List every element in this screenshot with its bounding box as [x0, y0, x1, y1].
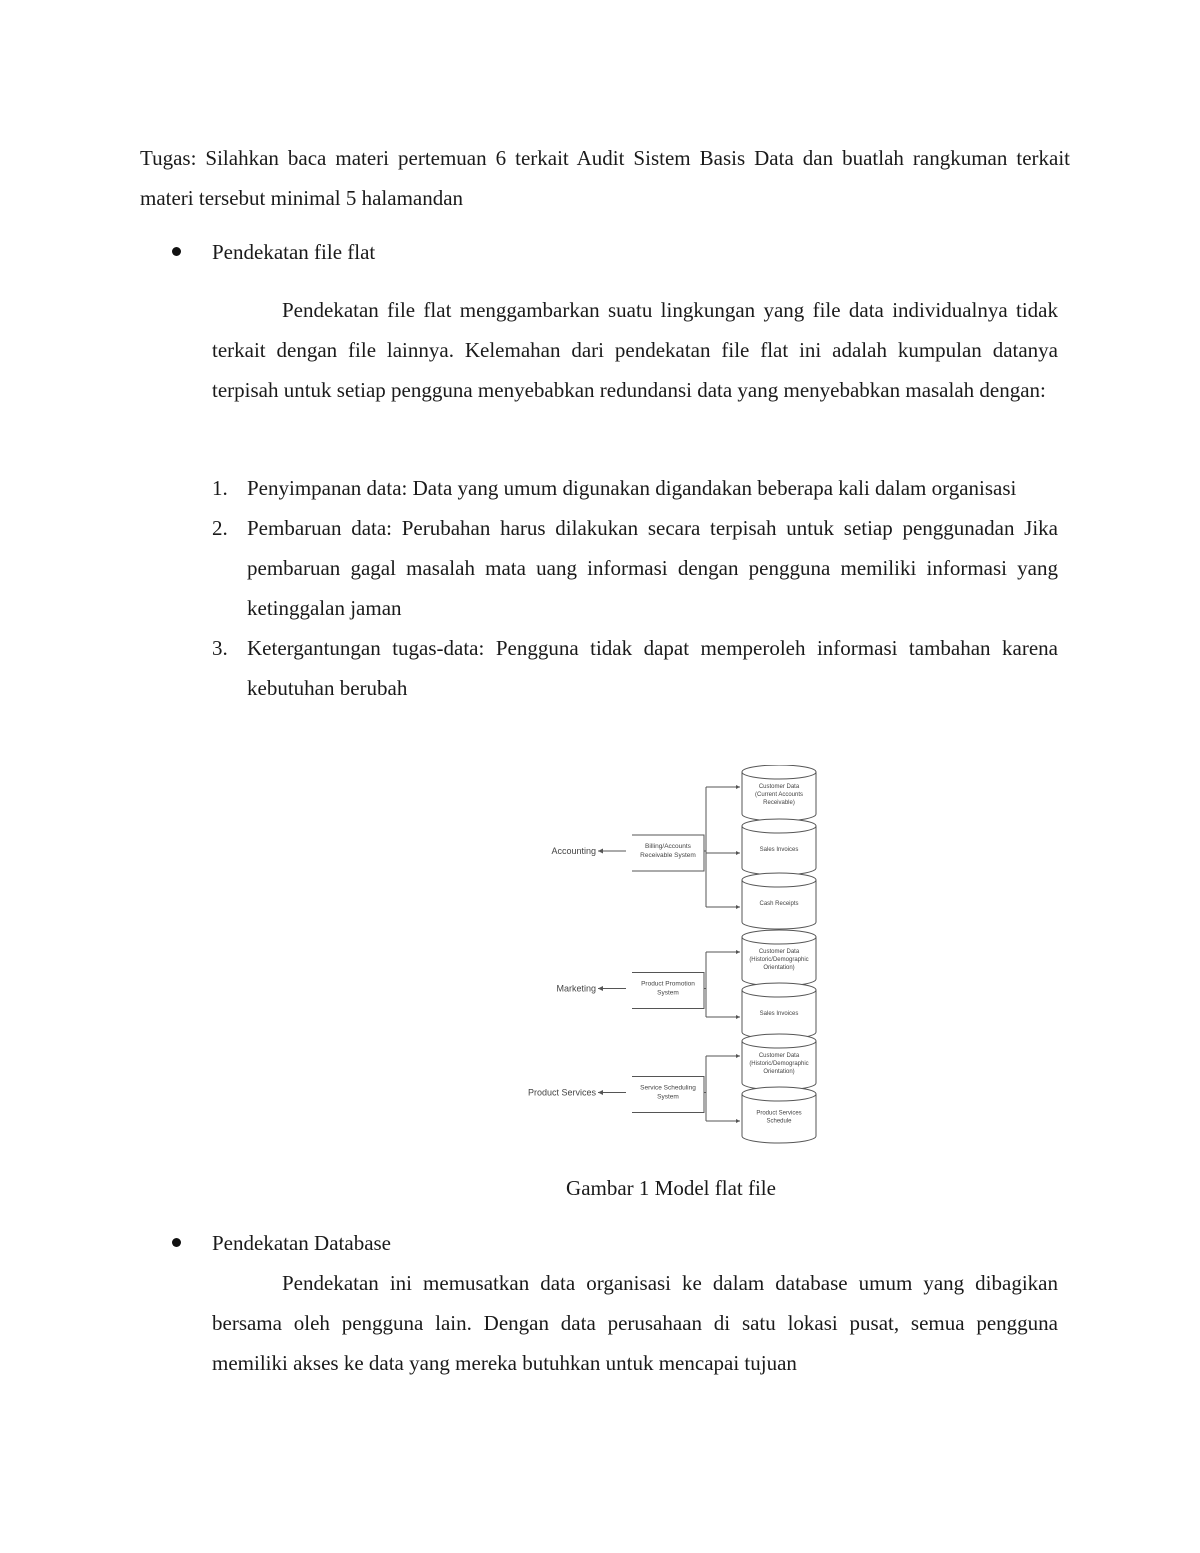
- list-item-number: 3.: [212, 636, 228, 660]
- cylinder-top: [742, 1087, 816, 1101]
- file-label: Cash Receipts: [759, 901, 799, 907]
- list-item: [212, 508, 1058, 628]
- database-paragraph: Pendekatan ini memusatkan data organisasi ke dalam database umum yang dibagikan bersama oleh pengguna lain. Dengan data perusahaan di satu lokasi pusat, semua pengguna memiliki akses ke data yang mereka butuhkan untuk mencapai tujuan: [212, 1271, 1058, 1375]
- flat-file-diagram: [510, 765, 830, 1145]
- arrowhead-icon: [598, 986, 603, 991]
- file-label: (Current Accounts: [754, 792, 804, 798]
- file-label: Schedule: [766, 1118, 792, 1125]
- file-label: Receivable): [763, 800, 795, 806]
- arrowhead-icon: [736, 851, 740, 855]
- list-item-text: Pembaruan data: Perubahan harus dilakukan secara terpisah untuk setiap penggunadan Jika pembaruan gagal masalah mata uang informasi dengan pengguna memiliki informasi yang ketinggalan jaman: [247, 516, 1058, 620]
- arrowhead-icon: [736, 905, 740, 909]
- file-label: Sales Invoices: [759, 847, 799, 853]
- cylinder-top: [742, 983, 816, 997]
- file-label: Orientation): [763, 965, 795, 971]
- bullet-icon: [172, 247, 181, 256]
- list-item-text: Penyimpanan data: Data yang umum digunakan digandakan beberapa kali dalam organisasi: [247, 476, 1017, 500]
- file-label: (Historic/Demographic: [749, 957, 809, 963]
- section-heading-database: Pendekatan Database: [212, 1231, 392, 1255]
- system-label: Service Scheduling: [640, 1084, 696, 1092]
- arrowhead-icon: [736, 950, 740, 954]
- system-label: Receivable System: [640, 852, 696, 859]
- flat-file-model-figure: [510, 765, 830, 1145]
- flat-file-paragraph: Pendekatan file flat menggambarkan suatu lingkungan yang file data individualnya tidak terkait dengan file lainnya. Kelemahan dari pendekatan file flat ini adalah kumpulan datanya terpisah untuk setiap pengguna menyebabkan redundansi data yang menyebabkan masalah dengan:: [212, 298, 1058, 402]
- file-label: Product Services: [756, 1110, 802, 1117]
- cylinder-top: [742, 873, 816, 887]
- arrowhead-icon: [736, 1054, 740, 1058]
- system-label: Billing/Accounts: [645, 843, 691, 850]
- user-label: Marketing: [556, 983, 596, 994]
- file-label: Customer Data: [758, 949, 800, 955]
- user-label: Accounting: [551, 846, 596, 856]
- cylinder-top: [742, 930, 816, 944]
- arrowhead-icon: [598, 1090, 603, 1095]
- intro-paragraph: Tugas: Silahkan baca materi pertemuan 6 terkait Audit Sistem Basis Data dan buatlah rangkuman terkait materi tersebut minimal 5 halamandan: [140, 146, 1070, 210]
- cylinder-top: [742, 819, 816, 833]
- cylinder-top: [742, 1034, 816, 1048]
- system-label: System: [657, 1093, 679, 1101]
- list-item-number: 2.: [212, 516, 228, 540]
- list-item: [212, 468, 1058, 508]
- file-label: Orientation): [763, 1069, 795, 1075]
- figure-caption: Gambar 1 Model flat file: [566, 1176, 776, 1200]
- section-heading-flat-file: Pendekatan file flat: [212, 240, 376, 264]
- file-label: Customer Data: [758, 784, 800, 790]
- list-item-text: Ketergantungan tugas-data: Pengguna tidak dapat memperoleh informasi tambahan karena kebutuhan berubah: [247, 636, 1058, 700]
- file-label: Sales Invoices: [759, 1011, 799, 1017]
- file-label: Customer Data: [758, 1053, 800, 1059]
- system-label: System: [657, 989, 679, 997]
- bullet-icon: [172, 1238, 181, 1247]
- arrowhead-icon: [598, 849, 603, 854]
- cylinder-top: [742, 765, 816, 779]
- problem-list: [212, 468, 1058, 708]
- arrowhead-icon: [736, 1015, 740, 1019]
- system-label: Product Promotion: [641, 980, 695, 988]
- user-label: Product Services: [527, 1087, 596, 1098]
- arrowhead-icon: [736, 785, 740, 789]
- list-item: [212, 628, 1058, 708]
- file-label: (Historic/Demographic: [749, 1061, 809, 1067]
- arrowhead-icon: [736, 1119, 740, 1123]
- list-item-number: 1.: [212, 476, 228, 500]
